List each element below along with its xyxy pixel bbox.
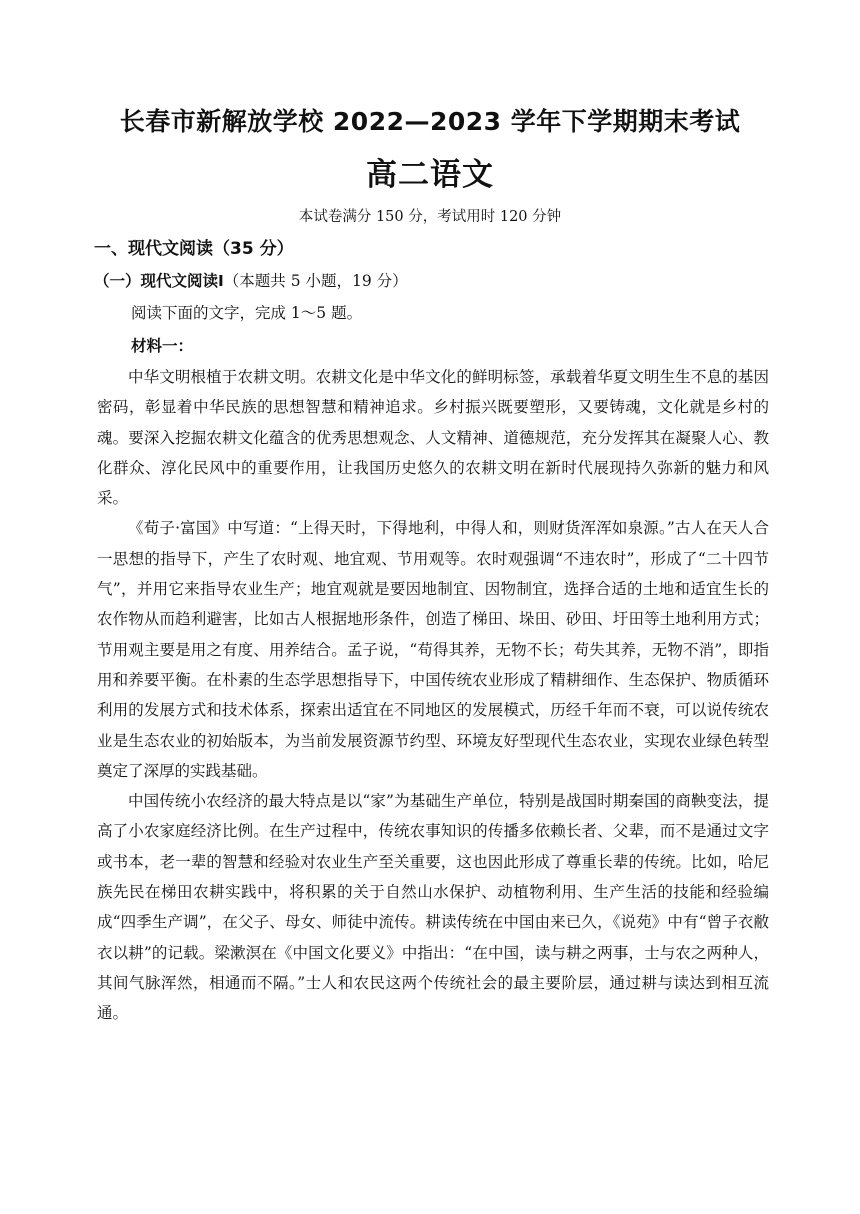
subsection-heading — [94, 268, 408, 294]
reading-instruction: 阅读下面的文字，完成 1～5 题。 — [131, 304, 363, 322]
subject-title: 高二语文 — [366, 157, 494, 193]
paragraph: 《荀子·富国》中写道：“上得天时，下得地利，中得人和，则财货浑浑如泉源。”古人在天人合一思想的指导下，产生了农时观、地宜观、节用观等。农时观强调“不违农时”，形成了“二十四节气”，并用它来指导农业生产；地宜观就是要因地制宜、因物制宜，选择合适的土地和适宜生长的农作物从而趋利避害，比如古人根据地形条件，创造了梯田、垛田、砂田、圩田等土地利用方式；节用观主要是用之有度、用养结合。孟子说，“苟得其养，无物不长；苟失其养，无物不消”，即指用和养要平衡。在朴素的生态学思想指导下，中国传统农业形成了精耕细作、生态保护、物质循环利用的发展方式和技术体系，探索出适宜在不同地区的发展模式，历经千年而不衰，可以说传统农业是生态农业的初始版本，为当前发展资源节约型、环境友好型现代生态农业，实现农业绿色转型奠定了深厚的实践基础。 — [97, 519, 769, 780]
section-heading: 一、现代文阅读（35 分） — [94, 239, 294, 259]
subsection-label: （一）现代文阅读Ⅰ — [94, 272, 224, 290]
exam-note: 本试卷满分 150 分，考试用时 120 分钟 — [298, 209, 562, 225]
paragraph: 中华文明根植于农耕文明。农耕文化是中华文化的鲜明标签，承载着华夏文明生生不息的基因密码，彰显着中华民族的思想智慧和精神追求。乡村振兴既要塑形，又要铸魂，文化就是乡村的魂。要深入挖掘农耕文化蕴含的优秀思想观念、人文精神、道德规范，充分发挥其在凝聚人心、教化群众、淳化民风中的重要作用，让我国历史悠久的农耕文明在新时代展现持久弥新的魅力和风采。 — [97, 368, 769, 508]
paragraph: 中国传统小农经济的最大特点是以“家”为基础生产单位，特别是战国时期秦国的商鞅变法，提高了小农家庭经济比例。在生产过程中，传统农事知识的传播多依赖长者、父辈，而不是通过文字或书本，老一辈的智慧和经验对农业生产至关重要，这也因此形成了尊重长辈的传统。比如，哈尼族先民在梯田农耕实践中，将积累的关于自然山水保护、动植物利用、生产生活的技能和经验编成“四季生产调”，在父子、母女、师徒中流传。耕读传统在中国由来已久，《说苑》中有“曾子衣敝衣以耕”的记载。梁漱溟在《中国文化要义》中指出：“在中国，读与耕之两事，士与农之两种人，其间气脉浑然，相通而不隔。”士人和农民这两个传统社会的最主要阶层，通过耕与读达到相互流通。 — [97, 792, 769, 1023]
exam-title: 长春市新解放学校 2022—2023 学年下学期期末考试 — [119, 107, 741, 136]
material-label: 材料一： — [131, 337, 194, 355]
subsection-detail: （本题共 5 小题，19 分） — [223, 272, 408, 290]
reading-passage — [97, 362, 769, 1029]
